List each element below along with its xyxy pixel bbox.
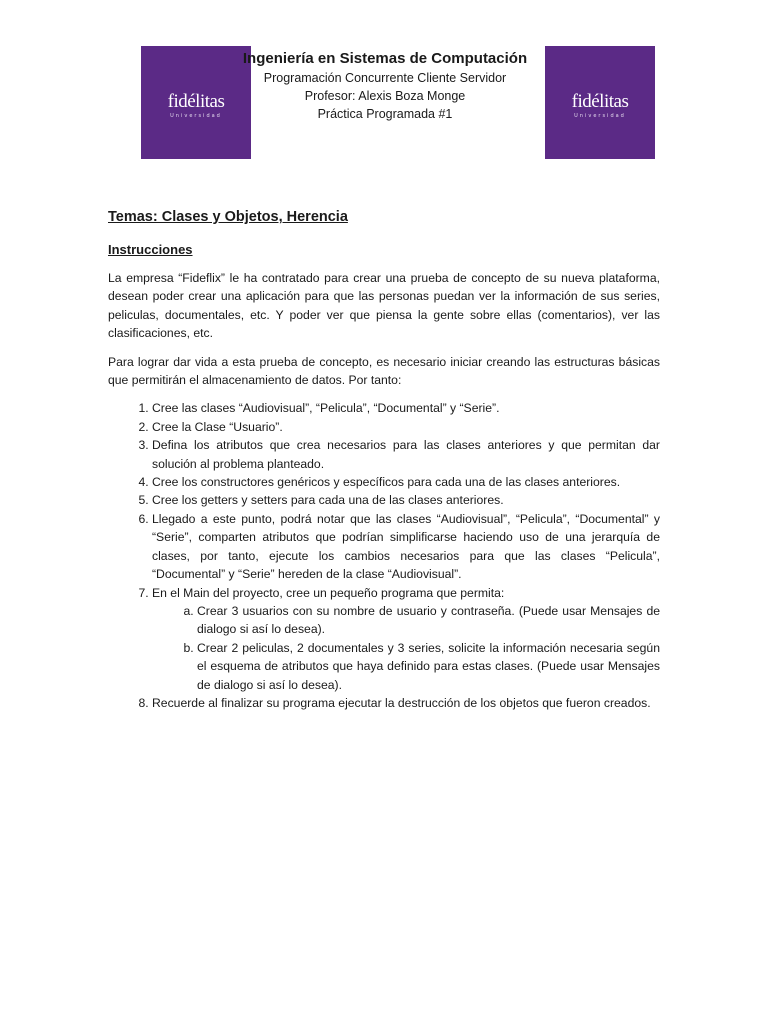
substeps-list xyxy=(152,602,660,694)
step-text: Cree las clases “Audiovisual”, “Pelicula”, “Documental” y “Serie”. xyxy=(152,401,500,416)
list-item xyxy=(152,436,660,473)
header-assignment: Práctica Programada #1 xyxy=(317,107,453,121)
step-text: Defina los atributos que crea necesarios para las clases anteriores y que permitan dar solución al problema planteado. xyxy=(152,438,660,471)
step-text: Llegado a este punto, podrá notar que las clases “Audiovisual”, “Pelicula”, “Documental” y “Serie”, comparten atributos que podrían simplificarse haciendo uso de una jerarquía de clases, por tanto, ejecute los cambios necesarios para que las clases “Pelicula”, “Documental” y “Serie” hereden de la clase “Audiovisual”. xyxy=(152,511,660,582)
step-text: Cree la Clase “Usuario”. xyxy=(152,419,283,434)
document-header xyxy=(240,49,530,123)
list-item xyxy=(152,694,660,712)
list-item xyxy=(152,510,660,584)
step-text: Cree los constructores genéricos y específicos para cada una de las clases anteriores. xyxy=(152,475,621,490)
list-item xyxy=(152,491,660,509)
substep-text: Crear 3 usuarios con su nombre de usuario y contraseña. (Puede usar Mensajes de dialogo si así lo desea). xyxy=(197,603,660,637)
logo-subtitle: Universidad xyxy=(574,113,626,119)
step-text: Cree los getters y setters para cada una de las clases anteriores. xyxy=(152,493,504,508)
topic-heading: Temas: Clases y Objetos, Herencia xyxy=(108,209,348,225)
sub-list-item xyxy=(197,602,660,639)
document-body xyxy=(108,206,660,712)
university-logo-left xyxy=(141,46,251,159)
step-text: Recuerde al finalizar su programa ejecutar la destrucción de los objetos que fueron creados. xyxy=(152,695,651,710)
substep-text: Crear 2 peliculas, 2 documentales y 3 series, solicite la información necesaria según el esquema de atributos que haya definido para estas clases. (Puede usar Mensajes de dialogo si así lo desea). xyxy=(197,640,660,692)
logo-subtitle: Universidad xyxy=(170,113,222,119)
sub-list-item xyxy=(197,639,660,694)
context-paragraph: Para lograr dar vida a esta prueba de concepto, es necesario iniciar creando las estructuras básicas que permitirán el almacenamiento de datos. Por tanto: xyxy=(108,354,660,388)
step-text: En el Main del proyecto, cree un pequeño programa que permita: xyxy=(152,585,505,600)
logo-wordmark: fidélitas xyxy=(167,91,225,112)
list-item xyxy=(152,473,660,491)
list-item xyxy=(152,584,660,694)
university-logo-right xyxy=(545,46,655,159)
intro-paragraph: La empresa “Fideflix” le ha contratado para crear una prueba de concepto de su nueva plataforma, desean poder crear una aplicación para que las personas puedan ver la información de sus series, peliculas, documentales, etc. Y poder ver que piensa la gente sobre ellas (comentarios), ver las clasificaciones, etc. xyxy=(108,271,660,341)
logo-wordmark: fidélitas xyxy=(571,91,629,112)
instructions-heading: Instrucciones xyxy=(108,242,193,257)
list-item xyxy=(152,399,660,417)
steps-list xyxy=(108,399,660,712)
header-professor: Profesor: Alexis Boza Monge xyxy=(304,89,466,103)
header-title: Ingeniería en Sistemas de Computación xyxy=(242,50,528,67)
list-item xyxy=(152,418,660,436)
header-course: Programación Concurrente Cliente Servidor xyxy=(263,71,507,85)
